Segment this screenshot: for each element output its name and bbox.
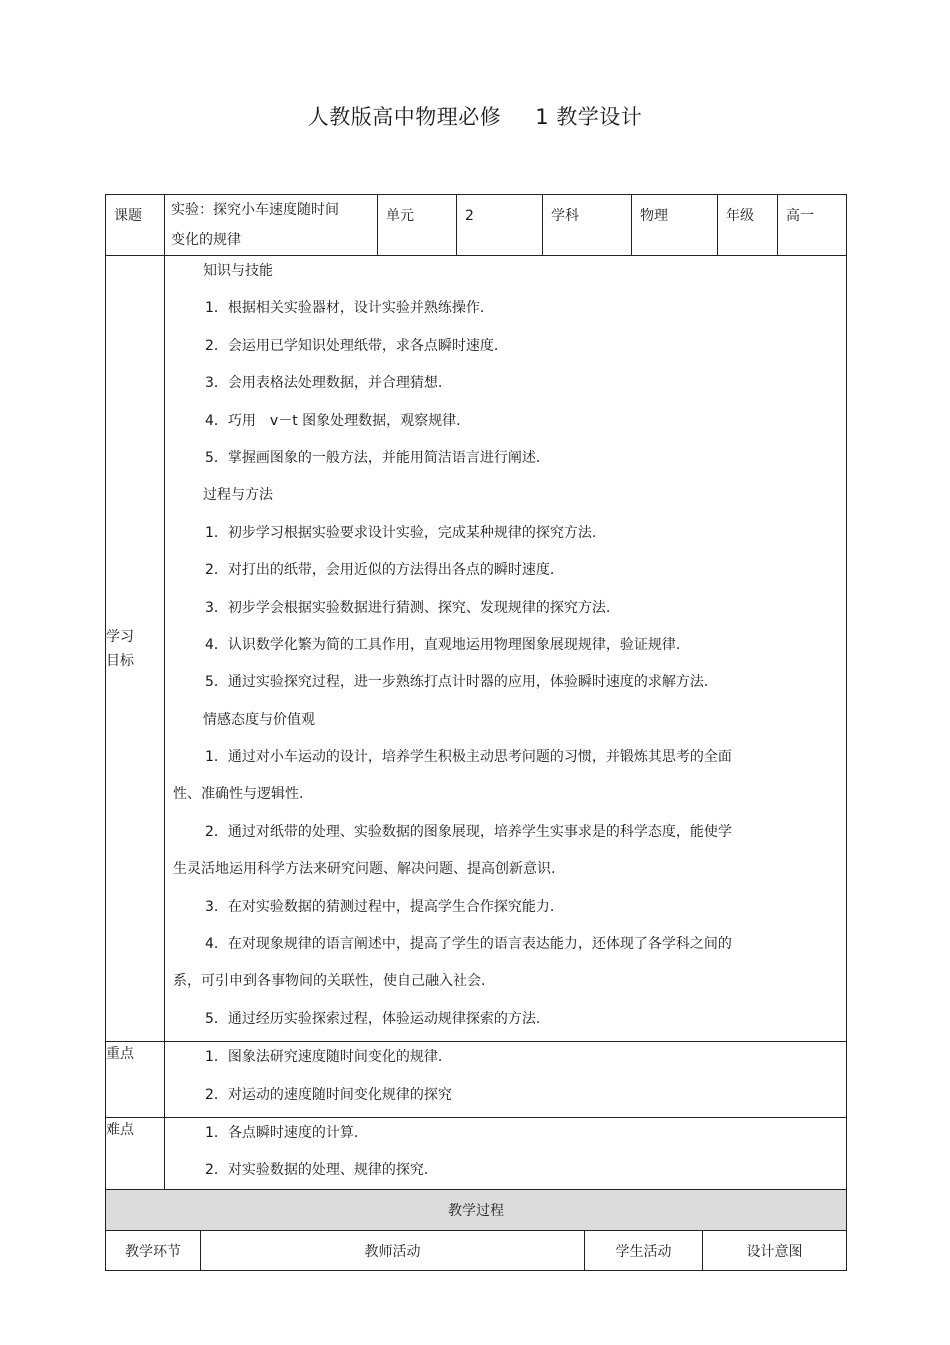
knowledge-item: 5．掌握画图象的一般方法，并能用简洁语言进行阐述. xyxy=(205,449,541,466)
attitude-heading: 情感态度与价值观 xyxy=(203,711,315,728)
document-title xyxy=(0,101,950,131)
knowledge-item: 3．会用表格法处理数据，并合理猜想. xyxy=(205,375,443,392)
difficult-point-item: 2．对实验数据的处理、规律的探究. xyxy=(205,1162,429,1179)
difficult-point-item: 1．各点瞬时速度的计算. xyxy=(205,1124,359,1141)
subject-value: 物理 xyxy=(632,195,718,256)
difficult-points-content xyxy=(165,1117,847,1193)
teaching-process-banner: 教学过程 xyxy=(106,1190,847,1231)
column-header-intent: 设计意图 xyxy=(703,1231,847,1271)
topic-label: 课题 xyxy=(106,195,165,256)
difficult-points-row xyxy=(106,1117,847,1193)
attitude-item-1-line-1: 1．通过对小车运动的设计，培养学生积极主动思考问题的习惯，并锻炼其思考的全面 xyxy=(205,749,732,766)
objectives-label-line-1: 学习 xyxy=(106,628,134,645)
process-item: 4．认识数学化繁为简的工具作用，直观地运用物理图象展现规律，验证规律. xyxy=(205,636,681,653)
key-points-row xyxy=(106,1042,847,1118)
attitude-item-2-line-1: 2．通过对纸带的处理、实验数据的图象展现，培养学生实事求是的科学态度，能使学 xyxy=(205,823,732,840)
attitude-item-5: 5．通过经历实验探索过程，体验运动规律探索的方法. xyxy=(205,1010,541,1027)
header-row xyxy=(106,195,847,256)
grade-label: 年级 xyxy=(718,195,778,256)
key-points-content xyxy=(165,1042,847,1118)
knowledge-item: 4．巧用 v－t 图象处理数据，观察规律. xyxy=(205,412,461,429)
process-heading: 过程与方法 xyxy=(203,487,273,504)
topic-line-1: 实验：探究小车速度随时间 xyxy=(171,202,339,218)
attitude-item-4-line-1: 4．在对现象规律的语言阐述中，提高了学生的语言表达能力，还体现了各学科之间的 xyxy=(205,936,732,953)
key-points-label: 重点 xyxy=(106,1042,165,1118)
title-part1: 人教版高中物理必修 xyxy=(307,105,502,129)
grade-value: 高一 xyxy=(778,195,847,256)
column-header-student: 学生活动 xyxy=(585,1231,703,1271)
process-item: 1．初步学习根据实验要求设计实验，完成某种规律的探究方法. xyxy=(205,524,597,541)
attitude-item-1-line-2: 性、准确性与逻辑性. xyxy=(173,786,304,803)
subject-label: 学科 xyxy=(543,195,632,256)
process-item: 3．初步学会根据实验数据进行猜测、探究、发现规律的探究方法. xyxy=(205,599,611,616)
process-item: 5．通过实验探究过程，进一步熟练打点计时器的应用，体验瞬时速度的求解方法. xyxy=(205,674,709,691)
key-point-item: 1．图象法研究速度随时间变化的规律. xyxy=(205,1049,443,1066)
process-item: 2．对打出的纸带，会用近似的方法得出各点的瞬时速度. xyxy=(205,562,555,579)
unit-value: 2 xyxy=(457,195,543,256)
teaching-process-table xyxy=(105,1189,847,1271)
topic-line-2: 变化的规律 xyxy=(171,232,241,248)
column-header-stage: 教学环节 xyxy=(106,1231,201,1271)
title-part2: 1 教学设计 xyxy=(535,105,643,129)
column-header-teacher: 教师活动 xyxy=(201,1231,585,1271)
knowledge-heading: 知识与技能 xyxy=(203,263,273,279)
knowledge-item: 2．会运用已学知识处理纸带，求各点瞬时速度. xyxy=(205,337,499,354)
attitude-item-3: 3．在对实验数据的猜测过程中，提高学生合作探究能力. xyxy=(205,898,555,915)
difficult-points-label: 难点 xyxy=(106,1117,165,1193)
unit-label: 单元 xyxy=(378,195,457,256)
attitude-item-4-line-2: 系，可引申到各事物间的关联性，使自己融入社会. xyxy=(173,973,486,990)
knowledge-item: 1．根据相关实验器材，设计实验并熟练操作. xyxy=(205,300,485,317)
lesson-info-table xyxy=(105,194,847,1194)
objectives-label xyxy=(106,256,165,1042)
objectives-row xyxy=(106,256,847,1042)
objectives-content xyxy=(165,256,847,1042)
topic-value xyxy=(165,195,378,256)
key-point-item: 2．对运动的速度随时间变化规律的探究 xyxy=(205,1086,452,1103)
objectives-label-line-2: 目标 xyxy=(106,652,134,669)
attitude-item-2-line-2: 生灵活地运用科学方法来研究问题、解决问题、提高创新意识. xyxy=(173,861,556,878)
